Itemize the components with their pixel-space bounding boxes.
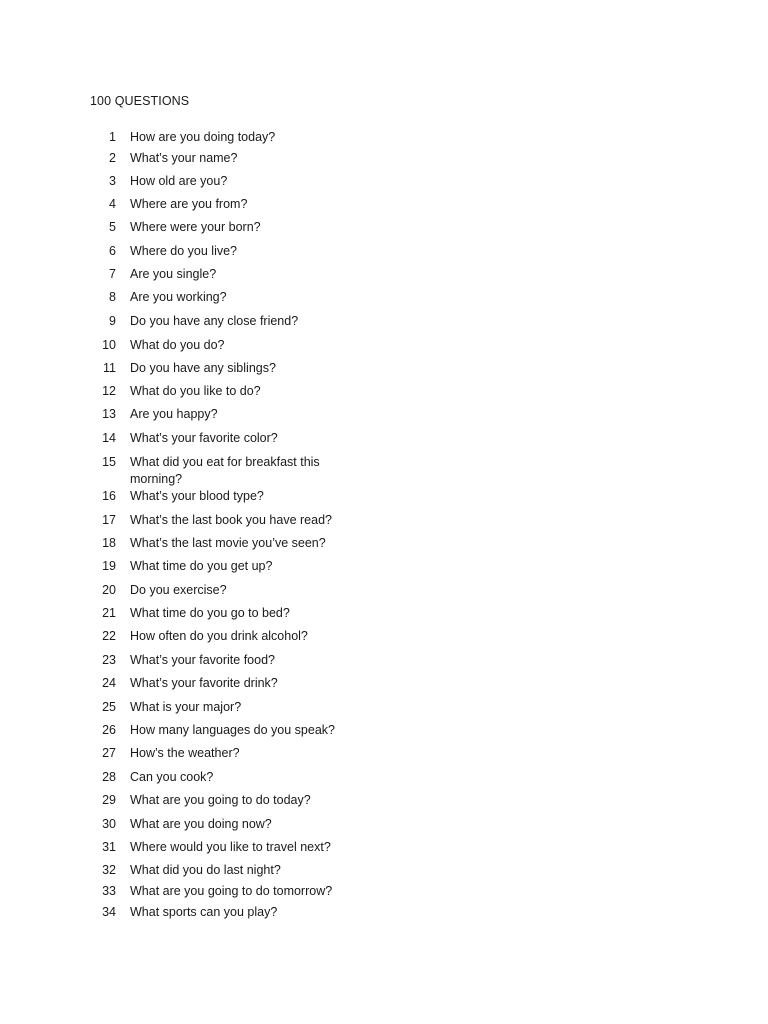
question-text: What’s your favorite food? (130, 653, 275, 667)
question-text: Where would you like to travel next? (130, 840, 331, 854)
question-text: What’s your favorite drink? (130, 676, 278, 690)
question-text: Do you have any close friend? (130, 314, 299, 328)
question-text: How old are you? (130, 174, 228, 188)
question-number: 12 (102, 384, 116, 398)
question-number: 22 (102, 629, 116, 643)
question-text: Do you exercise? (130, 583, 227, 597)
question-number: 18 (102, 536, 116, 550)
question-number: 6 (109, 244, 116, 258)
question-text: How many languages do you speak? (130, 723, 335, 737)
question-number: 19 (102, 559, 116, 573)
question-text: Are you working? (130, 290, 227, 304)
question-text: What time do you go to bed? (130, 606, 290, 620)
question-text: How are you doing today? (130, 130, 276, 144)
question-text: What do you like to do? (130, 384, 261, 398)
question-text: What are you going to do today? (130, 793, 311, 807)
question-number: 34 (102, 905, 116, 919)
question-number: 26 (102, 723, 116, 737)
question-number: 4 (109, 197, 116, 211)
question-number: 17 (102, 513, 116, 527)
question-text: Where were your born? (130, 220, 261, 234)
question-number: 24 (102, 676, 116, 690)
question-text: What’s the last movie you’ve seen? (130, 536, 326, 550)
question-text: Where do you live? (130, 244, 238, 258)
question-text: Are you happy? (130, 407, 218, 421)
question-number: 23 (102, 653, 116, 667)
question-text: Are you single? (130, 267, 217, 281)
question-number: 31 (102, 840, 116, 854)
question-number: 11 (103, 361, 116, 375)
question-number: 2 (109, 151, 116, 165)
question-number: 8 (109, 290, 116, 304)
page-title: 100 QUESTIONS (90, 94, 190, 108)
question-text: What are you doing now? (130, 817, 272, 831)
question-number: 7 (109, 267, 116, 281)
question-number: 9 (109, 314, 116, 328)
question-number: 3 (109, 174, 116, 188)
question-text: Do you have any siblings? (130, 361, 276, 375)
question-number: 33 (102, 884, 116, 898)
question-number: 1 (109, 130, 116, 144)
question-number: 29 (102, 793, 116, 807)
question-text: What’s your name? (130, 151, 238, 165)
question-text: What are you going to do tomorrow? (130, 884, 333, 898)
question-text: What sports can you play? (130, 905, 278, 919)
question-text: What’s your blood type? (130, 489, 264, 503)
question-number: 25 (102, 700, 116, 714)
question-number: 21 (102, 606, 116, 620)
question-text: How’s the weather? (130, 746, 240, 760)
question-text: What did you do last night? (130, 863, 281, 877)
question-number: 28 (102, 770, 116, 784)
question-text: What time do you get up? (130, 559, 273, 573)
question-number: 14 (102, 431, 116, 445)
question-number: 16 (102, 489, 116, 503)
question-text: What is your major? (130, 700, 242, 714)
question-text: What do you do? (130, 338, 225, 352)
question-text: Can you cook? (130, 770, 214, 784)
question-number: 10 (102, 338, 116, 352)
question-number: 15 (102, 455, 116, 469)
question-number: 32 (102, 863, 116, 877)
question-text: Where are you from? (130, 197, 248, 211)
question-number: 27 (102, 746, 116, 760)
question-text: What’s the last book you have read? (130, 513, 332, 527)
question-number: 13 (102, 407, 116, 421)
question-number: 30 (102, 817, 116, 831)
question-number: 5 (109, 220, 116, 234)
question-text: How often do you drink alcohol? (130, 629, 308, 643)
question-text: What’s your favorite color? (130, 431, 278, 445)
question-number: 20 (102, 583, 116, 597)
question-text: What did you eat for breakfast this morning? (130, 455, 320, 486)
